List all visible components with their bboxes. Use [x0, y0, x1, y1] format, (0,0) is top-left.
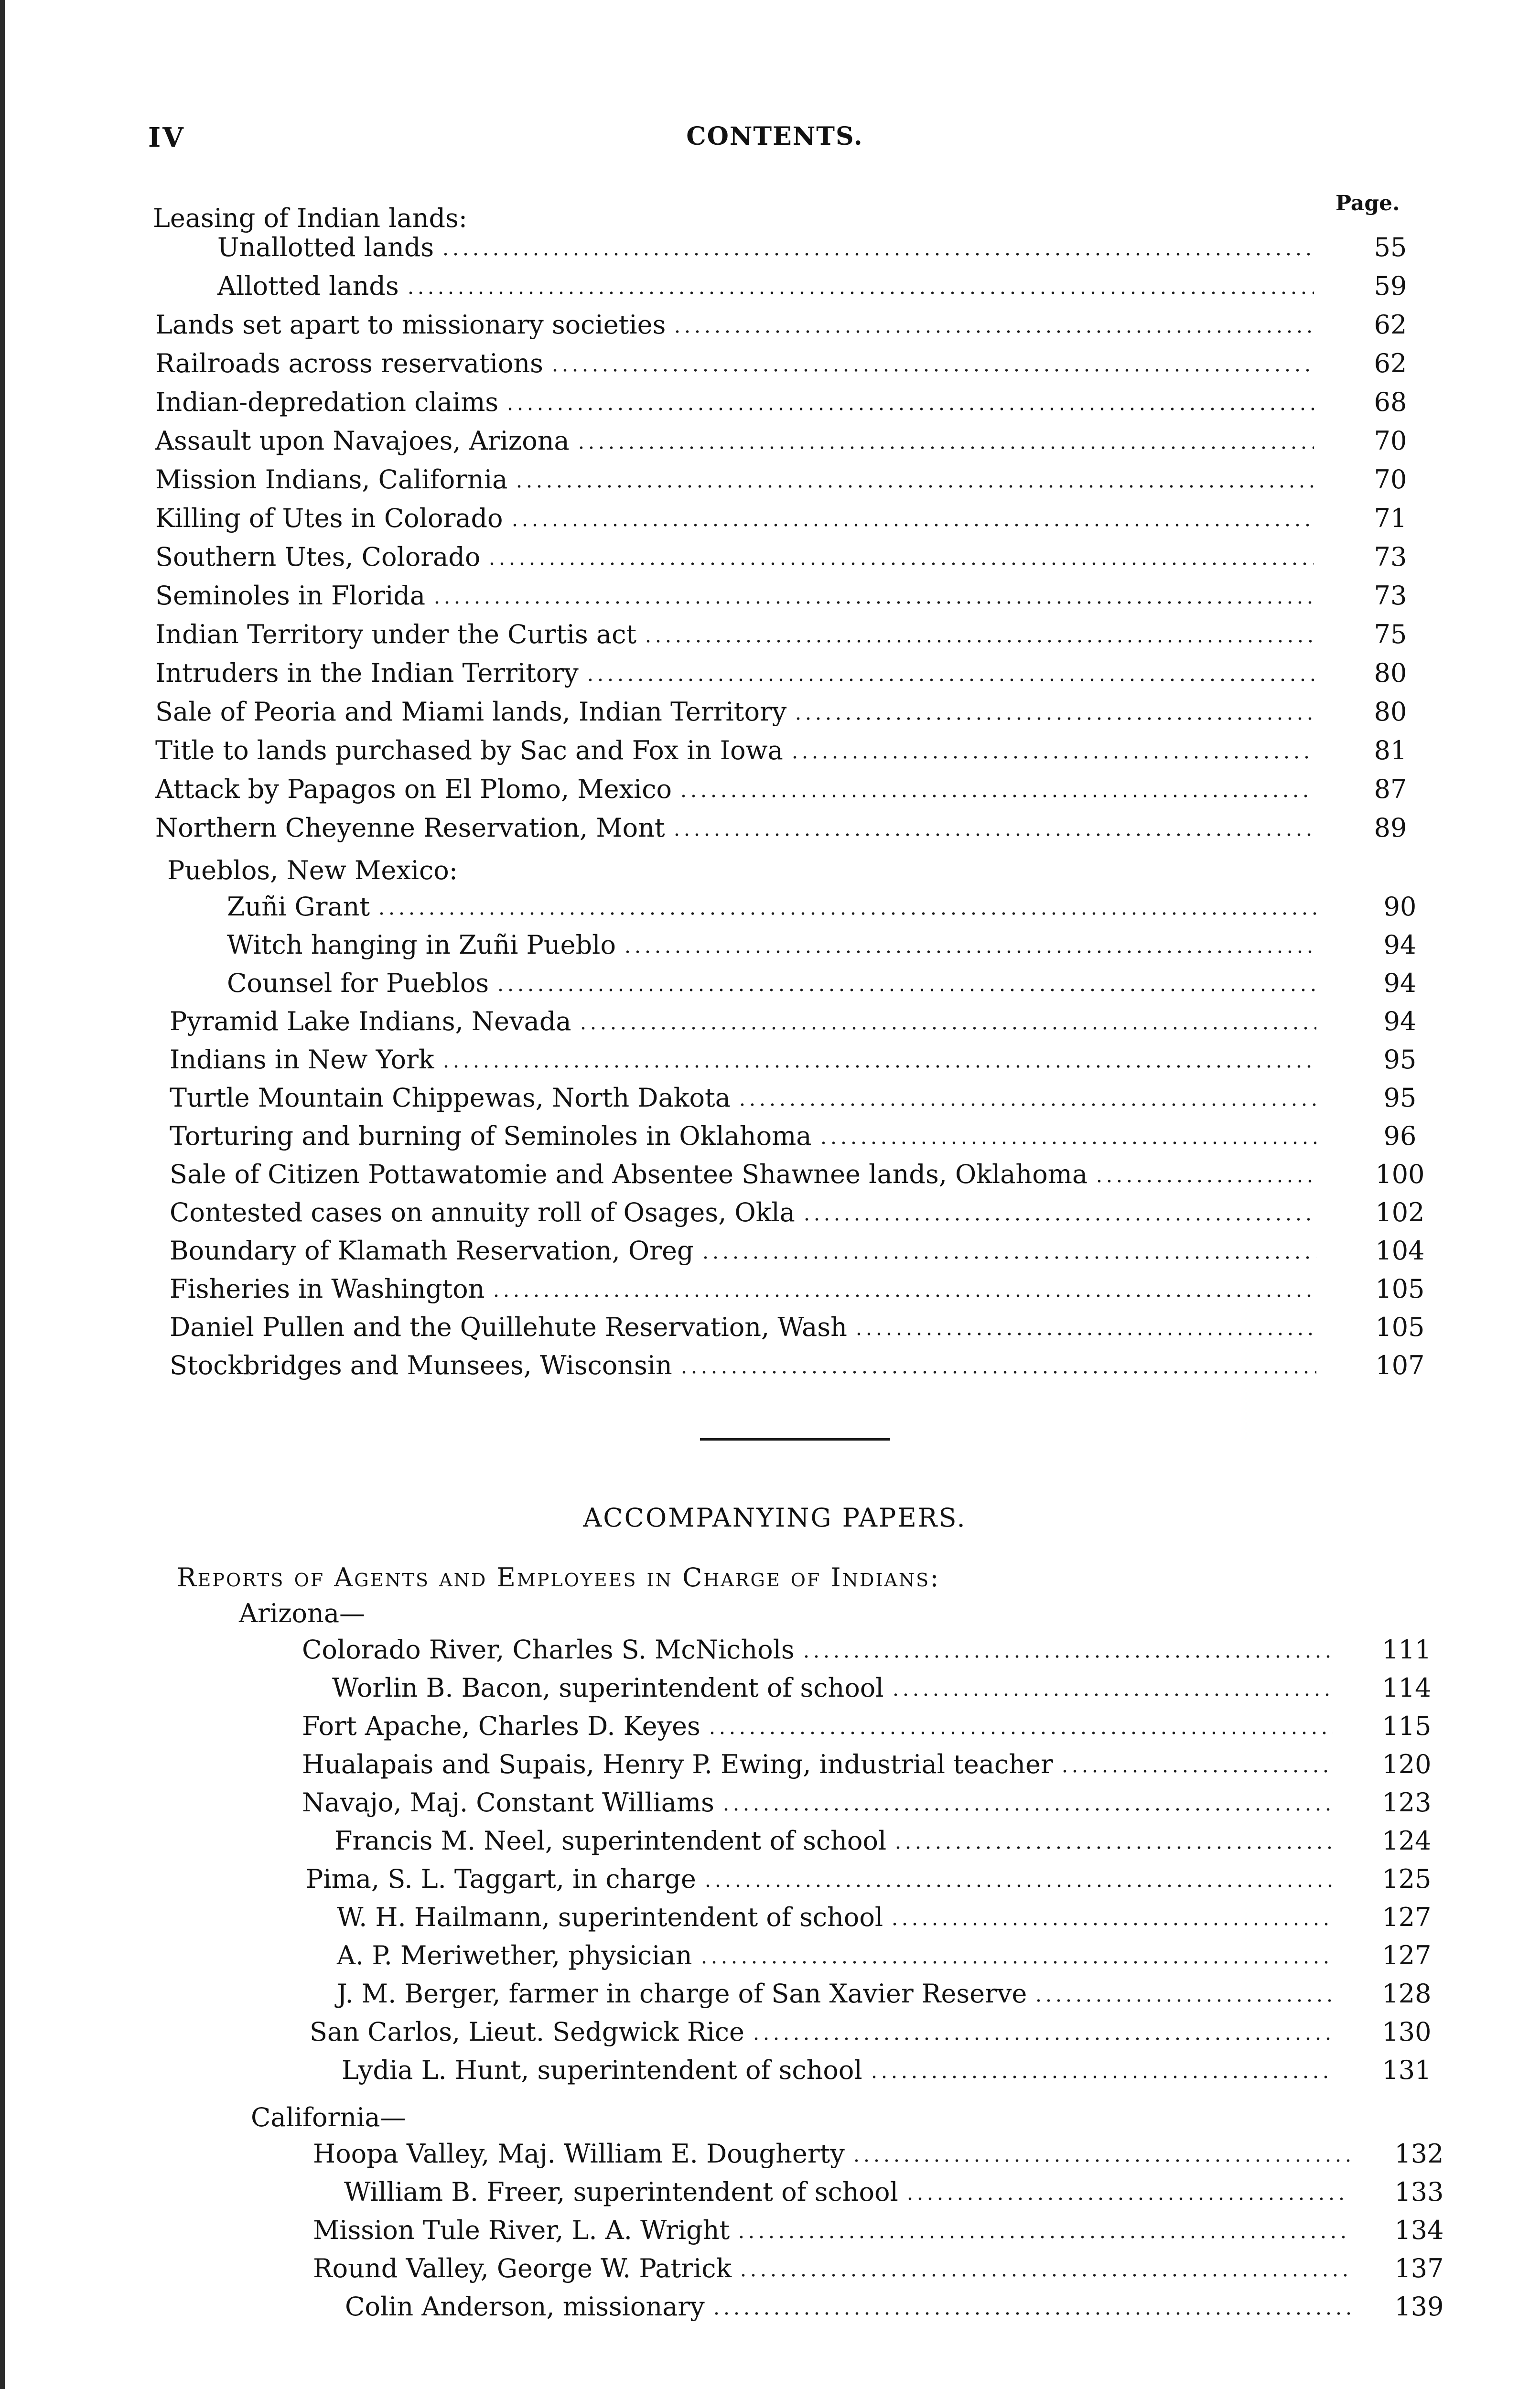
- toc-page: 73: [1374, 542, 1407, 572]
- toc-label: Fisheries in Washington: [170, 1274, 485, 1304]
- toc-entry: [5, 493, 1540, 533]
- toc-page: 89: [1374, 813, 1407, 843]
- toc-label: Assault upon Navajoes, Arizona: [155, 426, 570, 456]
- leader-dots: [487, 562, 1314, 565]
- leader-dots: [377, 912, 1316, 915]
- toc-entry: [5, 1111, 1540, 1151]
- leader-dots: [505, 408, 1314, 410]
- leader-dots: [793, 717, 1314, 720]
- report-label: Navajo, Maj. Constant Williams: [302, 1787, 714, 1818]
- report-entry: [5, 2167, 1540, 2207]
- report-page: 120: [1382, 1749, 1432, 1779]
- toc-page: 94: [1383, 1006, 1417, 1036]
- toc-label: Zuñi Grant: [227, 892, 370, 922]
- toc-entry: [5, 454, 1540, 495]
- report-label: Lydia L. Hunt, superintendent of school: [342, 2055, 862, 2085]
- report-entry: [5, 2045, 1540, 2085]
- toc-label: Lands set apart to missionary societies: [155, 310, 666, 340]
- leader-dots: [891, 1693, 1333, 1696]
- toc-page: 55: [1374, 232, 1407, 262]
- report-entry: [5, 1854, 1540, 1894]
- report-page: 134: [1394, 2215, 1444, 2245]
- leader-dots: [679, 1371, 1316, 1374]
- toc-page: 105: [1375, 1312, 1425, 1342]
- section-heading-pueblos: Pueblos, New Mexico:: [167, 855, 458, 885]
- toc-label: Killing of Utes in Colorado: [155, 503, 503, 533]
- leader-dots: [699, 1961, 1333, 1964]
- toc-label: Turtle Mountain Chippewas, North Dakota: [170, 1083, 731, 1113]
- toc-page: 90: [1383, 892, 1417, 922]
- report-entry: [5, 2007, 1540, 2047]
- leader-dots: [495, 989, 1316, 991]
- toc-entry: [5, 1149, 1540, 1189]
- report-entry: [5, 1663, 1540, 1703]
- toc-label: Southern Utes, Colorado: [155, 542, 481, 572]
- toc-entry: [5, 416, 1540, 456]
- toc-entry: [5, 1073, 1540, 1113]
- report-label: Colin Anderson, missionary: [345, 2292, 705, 2322]
- toc-page: 96: [1383, 1121, 1417, 1151]
- toc-page: 107: [1375, 1350, 1425, 1380]
- toc-label: Stockbridges and Munsees, Wisconsin: [170, 1350, 672, 1380]
- section-heading-leasing: Leasing of Indian lands:: [153, 203, 467, 233]
- report-label: Fort Apache, Charles D. Keyes: [302, 1711, 700, 1741]
- report-page: 125: [1382, 1864, 1432, 1894]
- report-page: 127: [1382, 1902, 1432, 1932]
- toc-entry: [5, 261, 1540, 301]
- report-page: 124: [1382, 1826, 1432, 1856]
- report-label: W. H. Hailmann, superintendent of school: [337, 1902, 883, 1932]
- toc-label: Title to lands purchased by Sac and Fox in Iowa: [155, 735, 783, 765]
- leader-dots: [672, 330, 1314, 333]
- toc-entry: [5, 725, 1540, 765]
- leader-dots: [441, 253, 1314, 256]
- report-entry: [5, 1930, 1540, 1970]
- toc-label: Sale of Citizen Pottawatomie and Absentee Shawnee lands, Oklahoma: [170, 1159, 1088, 1189]
- toc-label: Unallotted lands: [217, 232, 434, 262]
- toc-page: 87: [1374, 774, 1407, 804]
- leader-dots: [801, 1655, 1333, 1658]
- report-page: 133: [1394, 2177, 1444, 2207]
- leader-dots: [514, 485, 1314, 488]
- toc-label: Railroads across reservations: [155, 348, 543, 378]
- report-label: Hoopa Valley, Maj. William E. Dougherty: [313, 2139, 845, 2169]
- leader-dots: [893, 1846, 1333, 1849]
- state-heading-california: California—: [251, 2102, 406, 2132]
- report-page: 128: [1382, 1979, 1432, 2009]
- toc-label: Mission Indians, California: [155, 464, 508, 495]
- leader-dots: [585, 678, 1314, 681]
- toc-label: Northern Cheyenne Reservation, Mont: [155, 813, 665, 843]
- toc-entry: [5, 300, 1540, 340]
- toc-entry: [5, 996, 1540, 1036]
- leader-dots: [707, 1732, 1333, 1734]
- leader-dots: [790, 756, 1314, 759]
- leader-dots: [751, 2037, 1333, 2040]
- leader-dots: [869, 2076, 1333, 2078]
- report-page: 130: [1382, 2017, 1432, 2047]
- toc-label: Indians in New York: [170, 1044, 434, 1075]
- report-entry: [5, 2243, 1540, 2283]
- leader-dots: [1034, 1999, 1333, 2002]
- leader-dots: [578, 1027, 1316, 1030]
- leader-dots: [738, 2274, 1350, 2277]
- leader-dots: [623, 950, 1316, 953]
- toc-page: 105: [1375, 1274, 1425, 1304]
- toc-label: Torturing and burning of Seminoles in Oklahoma: [170, 1121, 812, 1151]
- toc-page: 81: [1374, 735, 1407, 765]
- toc-page: 68: [1374, 387, 1407, 417]
- report-page: 132: [1394, 2139, 1444, 2169]
- report-page: 111: [1382, 1635, 1432, 1665]
- toc-entry: [5, 1034, 1540, 1075]
- toc-entry: [5, 803, 1540, 843]
- toc-label: Contested cases on annuity roll of Osages, Okla: [170, 1197, 795, 1227]
- toc-label: Intruders in the Indian Territory: [155, 658, 579, 688]
- report-page: 139: [1394, 2292, 1444, 2322]
- page-title: CONTENTS.: [686, 122, 863, 151]
- leader-dots: [432, 601, 1314, 604]
- toc-entry: [5, 222, 1540, 262]
- toc-label: Boundary of Klamath Reservation, Oreg: [170, 1236, 694, 1266]
- report-entry: [5, 2129, 1540, 2169]
- section-divider: [700, 1438, 890, 1441]
- toc-page: 80: [1374, 697, 1407, 727]
- toc-entry: [5, 920, 1540, 960]
- toc-entry: [5, 882, 1540, 922]
- page-number: IV: [148, 122, 185, 153]
- toc-entry: [5, 1302, 1540, 1342]
- leader-dots: [890, 1923, 1333, 1926]
- toc-page: 62: [1374, 348, 1407, 378]
- toc-label: Daniel Pullen and the Quillehute Reservation, Wash: [170, 1312, 847, 1342]
- toc-entry: [5, 338, 1540, 378]
- toc-page: 102: [1375, 1197, 1425, 1227]
- toc-entry: [5, 1264, 1540, 1304]
- leader-dots: [550, 369, 1314, 372]
- toc-entry: [5, 1187, 1540, 1227]
- report-page: 137: [1394, 2253, 1444, 2283]
- report-label: San Carlos, Lieut. Sedgwick Rice: [310, 2017, 745, 2047]
- report-entry: [5, 1892, 1540, 1932]
- toc-page: 70: [1374, 426, 1407, 456]
- leader-dots: [802, 1218, 1316, 1221]
- leader-dots: [700, 1256, 1316, 1259]
- toc-label: Witch hanging in Zuñi Pueblo: [227, 930, 616, 960]
- section-title-accompanying: ACCOMPANYING PAPERS.: [583, 1503, 967, 1533]
- toc-entry: [5, 609, 1540, 649]
- report-page: 114: [1382, 1673, 1432, 1703]
- toc-label: Sale of Peoria and Miami lands, Indian Territory: [155, 697, 787, 727]
- report-page: 131: [1382, 2055, 1432, 2085]
- leader-dots: [854, 1333, 1316, 1335]
- toc-entry: [5, 570, 1540, 611]
- toc-label: Seminoles in Florida: [155, 581, 426, 611]
- report-page: 127: [1382, 1940, 1432, 1970]
- toc-page: 59: [1374, 271, 1407, 301]
- toc-page: 94: [1383, 968, 1417, 998]
- leader-dots: [1060, 1770, 1333, 1773]
- report-label: Colorado River, Charles S. McNichols: [302, 1635, 795, 1665]
- toc-label: Allotted lands: [217, 271, 399, 301]
- leader-dots: [711, 2312, 1350, 2315]
- toc-entry: [5, 532, 1540, 572]
- report-label: Mission Tule River, L. A. Wright: [313, 2215, 730, 2245]
- report-entry: [5, 1969, 1540, 2009]
- report-label: Pima, S. L. Taggart, in charge: [306, 1864, 696, 1894]
- toc-page: 95: [1383, 1083, 1417, 1113]
- toc-page: 75: [1374, 619, 1407, 649]
- report-label: Francis M. Neel, superintendent of school: [334, 1826, 887, 1856]
- leader-dots: [441, 1065, 1316, 1068]
- leader-dots: [672, 833, 1314, 836]
- leader-dots: [905, 2197, 1350, 2200]
- report-entry: [5, 2205, 1540, 2245]
- toc-entry: [5, 764, 1540, 804]
- leader-dots: [491, 1294, 1316, 1297]
- toc-page: 94: [1383, 930, 1417, 960]
- report-entry: [5, 1625, 1540, 1665]
- toc-page: 62: [1374, 310, 1407, 340]
- toc-label: Attack by Papagos on El Plomo, Mexico: [155, 774, 672, 804]
- report-entry: [5, 1777, 1540, 1818]
- leader-dots: [678, 795, 1314, 797]
- toc-page: 100: [1375, 1159, 1425, 1189]
- toc-entry: [5, 377, 1540, 417]
- toc-entry: [5, 687, 1540, 727]
- report-label: Worlin B. Bacon, superintendent of school: [332, 1673, 884, 1703]
- report-label: Round Valley, George W. Patrick: [313, 2253, 732, 2283]
- report-entry: [5, 1701, 1540, 1741]
- report-label: A. P. Meriwether, physician: [337, 1940, 692, 1970]
- reports-heading: Reports of Agents and Employees in Charge of Indians:: [177, 1562, 940, 1593]
- leader-dots: [851, 2159, 1350, 2162]
- leader-dots: [721, 1808, 1333, 1811]
- toc-entry: [5, 1226, 1540, 1266]
- leader-dots: [576, 446, 1314, 449]
- leader-dots: [736, 2236, 1350, 2238]
- report-label: Hualapais and Supais, Henry P. Ewing, industrial teacher: [302, 1749, 1053, 1779]
- leader-dots: [703, 1884, 1333, 1887]
- toc-entry: [5, 958, 1540, 998]
- toc-label: Pyramid Lake Indians, Nevada: [170, 1006, 571, 1036]
- toc-label: Counsel for Pueblos: [227, 968, 489, 998]
- toc-page: 70: [1374, 464, 1407, 495]
- leader-dots: [818, 1141, 1317, 1144]
- toc-entry: [5, 648, 1540, 688]
- report-label: William B. Freer, superintendent of school: [344, 2177, 898, 2207]
- toc-label: Indian Territory under the Curtis act: [155, 619, 637, 649]
- page-column-header: Page.: [1335, 191, 1400, 215]
- report-page: 123: [1382, 1787, 1432, 1818]
- leader-dots: [643, 640, 1314, 643]
- toc-page: 80: [1374, 658, 1407, 688]
- state-heading-arizona: Arizona—: [239, 1598, 366, 1628]
- toc-entry: [5, 1340, 1540, 1380]
- report-entry: [5, 2281, 1540, 2322]
- toc-page: 73: [1374, 581, 1407, 611]
- toc-page: 95: [1383, 1044, 1417, 1075]
- leader-dots: [1094, 1180, 1316, 1183]
- report-label: J. M. Berger, farmer in charge of San Xavier Reserve: [337, 1979, 1027, 2009]
- report-entry: [5, 1816, 1540, 1856]
- toc-page: 104: [1375, 1236, 1425, 1266]
- report-entry: [5, 1739, 1540, 1779]
- report-page: 115: [1382, 1711, 1432, 1741]
- leader-dots: [737, 1103, 1316, 1106]
- toc-label: Indian-depredation claims: [155, 387, 499, 417]
- leader-dots: [406, 291, 1314, 294]
- toc-page: 71: [1374, 503, 1407, 533]
- leader-dots: [510, 524, 1314, 527]
